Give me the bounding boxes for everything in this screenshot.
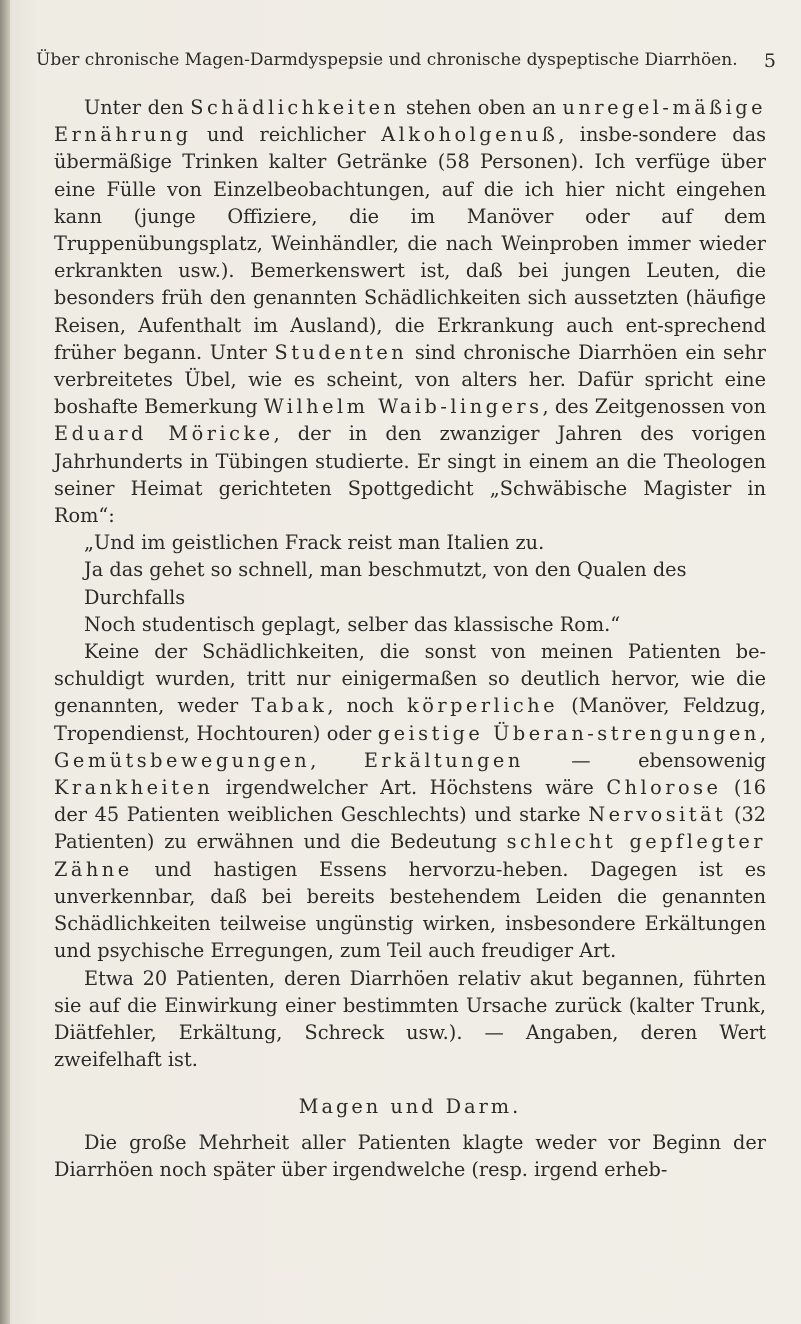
text-run: stehen oben an [399, 96, 563, 119]
spaced-term: Krankheiten [54, 776, 214, 800]
spaced-term: Erkältungen [363, 748, 524, 772]
binding-edge [0, 0, 10, 1324]
poem-line: Ja das gehet so schnell, man beschmutzt, von den Qualen des [84, 558, 687, 582]
spaced-term: Schädlichkeiten [190, 96, 400, 119]
page-number: 5 [763, 50, 776, 72]
text-run: — ebensowenig [523, 748, 766, 772]
spaced-term: unregel-mäßige Ernährung [54, 96, 766, 147]
text-run: (Manöver, Feldzug, Tropendienst, Hochtouren) oder [54, 694, 766, 745]
text-run: Keine der Schädlichkeiten, die sonst von meinen Patienten be-schuldigt wurden, tritt nur einigermaßen so deutlich hervor, wie die genannten, weder [54, 640, 766, 718]
poem-line-continuation: Durchfalls [84, 585, 186, 609]
spaced-term: Gemütsbewegungen [54, 748, 311, 772]
spaced-term: körperliche [407, 694, 559, 718]
paragraph-keine-schaedlichkeiten [54, 638, 766, 964]
spaced-term: geistige Überan-strengungen [377, 721, 760, 745]
poem-line: Noch studentisch geplagt, selber das klassische Rom.“ [84, 612, 621, 636]
spaced-term: Studenten [274, 340, 408, 364]
text-run: Unter den [84, 96, 191, 119]
poem-line: „Und im geistlichen Frack reist man Italien zu. [84, 531, 545, 555]
text-run: , [759, 721, 766, 745]
text-run: und hastigen Essens hervorzu-heben. Dagegen ist es unverkennbar, daß bei bereits bestehendem Leiden die genannten Schädlichkeiten teilweise ungünstig wirken, insbesondere Erkältungen und psychische Erregungen, zum Teil auch freudiger Art. [54, 857, 766, 963]
spaced-term: Tabak [251, 694, 328, 718]
poem-quote [54, 529, 766, 638]
spaced-name: Eduard Möricke [54, 422, 274, 446]
text-run: und reichlicher [191, 123, 382, 147]
spaced-term: schlecht gepflegter Zähne [54, 830, 766, 881]
spaced-name: Wilhelm Waib-lingers [263, 395, 543, 419]
text-run: sind chronische Diarrhöen ein sehr verbreitetes Übel, wie es scheint, von alters her. Dafür spricht eine boshafte Bemerkung [54, 340, 766, 419]
running-header [36, 50, 776, 74]
text-run: , [310, 748, 364, 772]
spaced-term: Nervosität [588, 803, 727, 827]
paragraph-mehrheit: Die große Mehrheit aller Patienten klagte weder vor Beginn der Diarrhöen noch später über irgendwelche (resp. irgend erheb- [54, 1130, 766, 1181]
text-run: (16 der 45 Patienten weiblichen Geschlechts) und starke [54, 776, 766, 827]
text-run: (32 Patienten) zu erwähnen und die Bedeutung [54, 803, 766, 854]
paragraph-schaedlichkeiten [54, 94, 766, 529]
text-run: , des Zeitgenossen von [542, 395, 766, 419]
spaced-term: Alkoholgenuß [381, 123, 559, 147]
section-heading: Magen und Darm. [298, 1095, 522, 1119]
paragraph-akut: Etwa 20 Patienten, deren Diarrhöen relativ akut begannen, führten sie auf die Einwirkung einer bestimmten Ursache zurück (kalter Trunk, Diätfehler, Erkältung, Schreck usw.). — Angaben, deren Wert zweifelhaft ist. [54, 966, 766, 1072]
spaced-term: Chlorose [606, 776, 722, 800]
text-run: irgendwelcher Art. Höchstens wäre [213, 776, 607, 800]
running-title: Über chronische Magen-Darmdyspepsie und chronische dyspeptische Diarrhöen. [36, 50, 738, 70]
text-run: , der in den zwanziger Jahren des vorigen Jahrhunderts in Tübingen studierte. Er singt in einem an die Theologen seiner Heimat gerichteten Spottgedicht „Schwäbische Magister in Rom“: [54, 422, 766, 528]
text-run: , noch [327, 694, 408, 718]
body-text [54, 94, 766, 1183]
text-run: , insbe-sondere das übermäßige Trinken kalter Getränke (58 Personen). Ich verfüge über eine Fülle von Einzelbeobachtungen, auf die ich hier nicht eingehen kann (junge Offiziere, die im Manöver oder auf dem Truppenübungsplatz, Weinhändler, die nach Weinproben immer wieder erkrankten usw.). Bemerkenswert ist, daß bei jungen Leuten, die besonders früh den genannten Schädlichkeiten sich aussetzten (häufige Reisen, Aufenthalt im Ausland), die Erkrankung auch ent-sprechend früher begann. Unter [54, 123, 766, 364]
